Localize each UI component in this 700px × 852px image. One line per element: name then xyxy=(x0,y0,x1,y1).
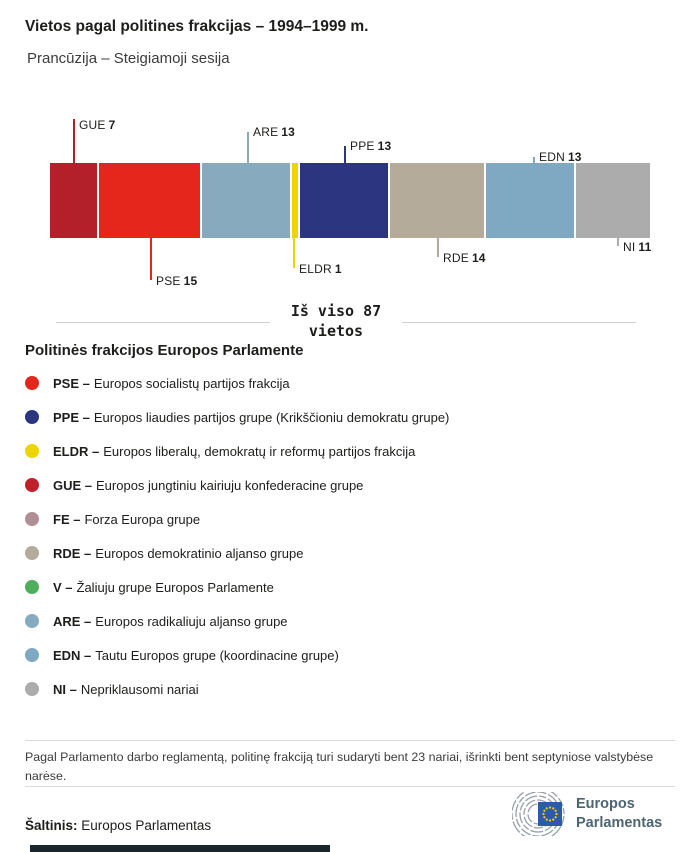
bar-segment-pse xyxy=(99,163,200,238)
legend-item-are xyxy=(25,604,675,638)
total-rule-right xyxy=(402,322,636,323)
callout-line-eldr xyxy=(293,238,295,268)
total-line-1: Iš viso 87 xyxy=(290,302,382,320)
legend-label: GUE – Europos jungtiniu kairiuju konfederacine grupe xyxy=(53,477,364,493)
footnote-divider-bottom xyxy=(25,786,675,787)
total-line-2: vietos xyxy=(308,322,364,340)
legend-item-fe xyxy=(25,502,675,536)
callout-label-ppe: PPE 13 xyxy=(350,139,392,153)
legend-dot-pse xyxy=(25,376,39,390)
legend-item-eldr xyxy=(25,434,675,468)
bar-segment-edn xyxy=(486,163,574,238)
callout-line-ni xyxy=(617,238,619,246)
source-line xyxy=(25,818,211,833)
source-value: Europos Parlamentas xyxy=(81,818,212,833)
legend-dot-ppe xyxy=(25,410,39,424)
legend-item-rde xyxy=(25,536,675,570)
legend-label: NI – Nepriklausomi nariai xyxy=(53,681,199,697)
legend-dot-v xyxy=(25,580,39,594)
legend-label: V – Žaliuju grupe Europos Parlamente xyxy=(53,579,274,595)
callout-line-ppe xyxy=(344,146,346,163)
bar-segment-gue xyxy=(50,163,97,238)
source-label: Šaltinis: xyxy=(25,818,78,833)
bar-segment-ni xyxy=(576,163,650,238)
parliament-hemicycle-icon xyxy=(512,792,568,836)
legend-label: ARE – Europos radikaliuju aljanso grupe xyxy=(53,613,288,629)
callout-label-pse: PSE 15 xyxy=(156,274,198,288)
chart-subtitle: Prancūzija – Steigiamoji sesija xyxy=(27,50,230,67)
callout-label-are: ARE 13 xyxy=(253,125,296,139)
callout-label-rde: RDE 14 xyxy=(443,251,486,265)
footnote: Pagal Parlamento darbo reglamentą, politinę frakciją turi sudaryti bent 23 nariai, išrinkti bent septyniose valstybėse narėse. xyxy=(25,750,654,783)
bar-segment-eldr xyxy=(292,163,299,238)
callout-line-are xyxy=(247,132,249,163)
callout-label-ni: NI 11 xyxy=(623,240,652,254)
legend-item-ni xyxy=(25,672,675,706)
bottom-bar xyxy=(30,845,330,852)
logo-line-1: Europos xyxy=(576,796,635,812)
legend xyxy=(25,366,675,706)
logo-line-2: Parlamentas xyxy=(576,815,663,831)
legend-item-edn xyxy=(25,638,675,672)
legend-dot-rde xyxy=(25,546,39,560)
logo-text xyxy=(576,795,662,833)
callout-line-gue xyxy=(73,119,75,163)
total-seats-label xyxy=(238,301,434,341)
legend-dot-fe xyxy=(25,512,39,526)
callout-line-edn xyxy=(533,157,535,163)
european-parliament-logo xyxy=(512,792,662,836)
callout-label-edn: EDN 13 xyxy=(539,150,582,164)
chart-title: Vietos pagal politines frakcijas – 1994–1999 m. xyxy=(25,18,369,35)
legend-label: RDE – Europos demokratinio aljanso grupe xyxy=(53,545,304,561)
legend-item-v xyxy=(25,570,675,604)
callout-label-gue: GUE 7 xyxy=(79,118,116,132)
legend-item-pse xyxy=(25,366,675,400)
legend-dot-ni xyxy=(25,682,39,696)
footnote-divider-top xyxy=(25,740,675,741)
legend-dot-eldr xyxy=(25,444,39,458)
legend-dot-edn xyxy=(25,648,39,662)
legend-dot-gue xyxy=(25,478,39,492)
seats-bar xyxy=(50,163,650,238)
callout-line-rde xyxy=(437,238,439,257)
legend-dot-are xyxy=(25,614,39,628)
bar-segment-are xyxy=(202,163,290,238)
legend-label: ELDR – Europos liberalų, demokratų ir reformų partijos frakcija xyxy=(53,443,416,459)
legend-title: Politinės frakcijos Europos Parlamente xyxy=(25,342,304,359)
bar-segment-rde xyxy=(390,163,484,238)
legend-label: EDN – Tautu Europos grupe (koordinacine grupe) xyxy=(53,647,339,663)
legend-label: FE – Forza Europa grupe xyxy=(53,511,201,527)
bar-segment-ppe xyxy=(300,163,388,238)
legend-label: PSE – Europos socialistų partijos frakcija xyxy=(53,375,290,391)
callout-line-pse xyxy=(150,238,152,280)
callout-label-eldr: ELDR 1 xyxy=(299,262,342,276)
legend-label: PPE – Europos liaudies partijos grupe (Krikščioniu demokratu grupe) xyxy=(53,409,450,425)
legend-item-ppe xyxy=(25,400,675,434)
legend-item-gue xyxy=(25,468,675,502)
